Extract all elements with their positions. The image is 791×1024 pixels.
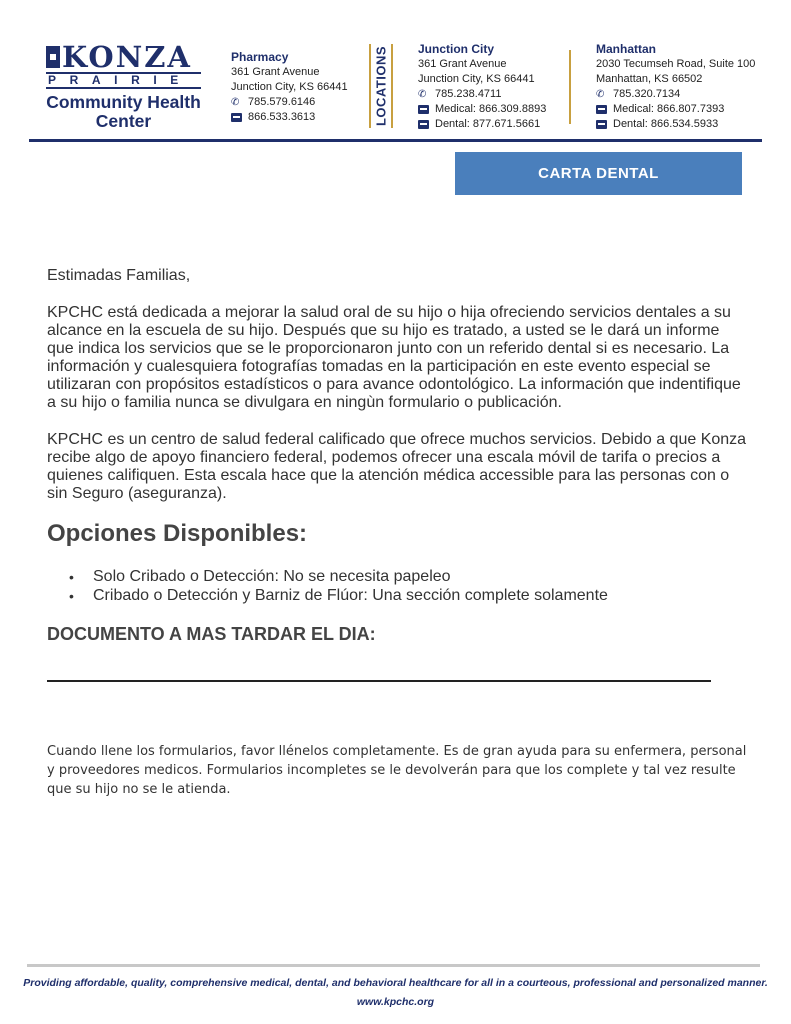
- junction-city-dental: Dental: 877.671.5661: [435, 118, 541, 130]
- manhattan-dental: Dental: 866.534.5933: [613, 118, 719, 130]
- pharmacy-fax: 866.533.3613: [248, 111, 316, 123]
- pharmacy-title: Pharmacy: [231, 50, 289, 64]
- junction-city-address1: 361 Grant Avenue: [418, 58, 507, 70]
- locations-label: [371, 44, 391, 128]
- manhattan-contact: [596, 42, 755, 132]
- fax-icon: [596, 105, 607, 114]
- junction-city-contact: [418, 42, 546, 132]
- fax-icon: [231, 113, 242, 122]
- junction-city-medical: Medical: 866.309.8893: [435, 103, 547, 115]
- footer-url-link[interactable]: www.kpchc.org: [356, 996, 435, 1008]
- carta-dental-banner: CARTA DENTAL: [455, 152, 742, 195]
- pharmacy-address2: Junction City, KS 66441: [231, 81, 348, 93]
- kpchc-logo: [46, 40, 201, 131]
- logo-konza: [46, 40, 201, 74]
- manhattan-medical: Medical: 866.807.7393: [613, 103, 725, 115]
- pharmacy-address1: 361 Grant Avenue: [231, 66, 320, 78]
- pharmacy-phone: 785.579.6146: [248, 96, 316, 108]
- junction-city-phone: 785.238.4711: [435, 88, 502, 100]
- manhattan-address1: 2030 Tecumseh Road, Suite 100: [596, 58, 756, 70]
- manhattan-title: Manhattan: [596, 42, 656, 56]
- footer-divider: [27, 964, 760, 967]
- logo-name: [46, 93, 201, 131]
- manhattan-address2: Manhattan, KS 66502: [596, 73, 703, 85]
- manhattan-phone: 785.320.7134: [613, 88, 681, 100]
- list-item: • Cribado o Detección y Barniz de Flúor: Una sección complete solamente: [47, 587, 608, 606]
- phone-icon: ✆: [418, 89, 427, 100]
- options-title: Opciones Disponibles:: [47, 520, 308, 547]
- phone-icon: ✆: [596, 89, 605, 100]
- fax-icon: [596, 120, 607, 129]
- logo-name-line1: Community Health: [46, 92, 201, 112]
- logo-mark-icon: [46, 46, 60, 68]
- forms-note: Cuando llene los formularios, favor llénelos completamente. Es de gran ayuda para su enfermera, personal y proveedores medicos. Formularios incompletes se le devolverán para que los complete y tal vez resulte que su hijo no se le atienda.: [47, 744, 747, 797]
- list-item: • Solo Cribado o Detección: No se necesita papeleo: [47, 568, 608, 587]
- header-divider: [29, 139, 762, 142]
- fax-icon: [418, 120, 429, 129]
- logo-prairie-text: PRAIRIE: [46, 72, 201, 89]
- footer-tagline: Providing affordable, quality, comprehensive medical, dental, and behavioral healthcare for all in a courteous, professional and personalized manner.: [23, 977, 768, 989]
- options-list: [47, 568, 608, 605]
- paragraph-intro: KPCHC está dedicada a mejorar la salud oral de su hijo o hija ofreciendo servicios dentales a su alcance en la escuela de su hijo. Después que su hijo es tratado, a usted se le dará un informe que indica los servicios que se le proporcionaron junto con un referido dental si es necesario. La información y cualesquiera fotografías tomadas en la participación en este evento especial se utilizaran con propósitos estadísticos o para avance odontológico. La información que indentifique a su hijo o familia nunca se divulgara en ningùn formulario o publicación.: [47, 304, 741, 411]
- paragraph-federal: KPCHC es un centro de salud federal calificado que ofrece muchos servicios. Debido a que Konza recibe algo de apoyo financiero federal, podemos ofrecer una escala móvil de tarifa o precios a quienes califiquen. Esta escala hace que la atención médica accessible para las personas con o sin Seguro (aseguranza).: [47, 431, 747, 502]
- locations-divider-middle: [569, 50, 571, 124]
- logo-konza-text: KONZA: [62, 40, 192, 74]
- locations-label-text: LOCATIONS: [373, 45, 389, 127]
- locations-divider-right: [391, 44, 393, 128]
- phone-icon: ✆: [231, 97, 240, 108]
- junction-city-address2: Junction City, KS 66441: [418, 73, 535, 85]
- logo-name-line2: Center: [95, 111, 152, 131]
- greeting: Estimadas Familias,: [47, 267, 191, 284]
- deadline-date-line[interactable]: [47, 680, 711, 682]
- deadline-title: DOCUMENTO A MAS TARDAR EL DIA:: [47, 624, 376, 644]
- junction-city-title: Junction City: [418, 42, 495, 56]
- fax-icon: [418, 105, 429, 114]
- pharmacy-contact: [231, 50, 348, 125]
